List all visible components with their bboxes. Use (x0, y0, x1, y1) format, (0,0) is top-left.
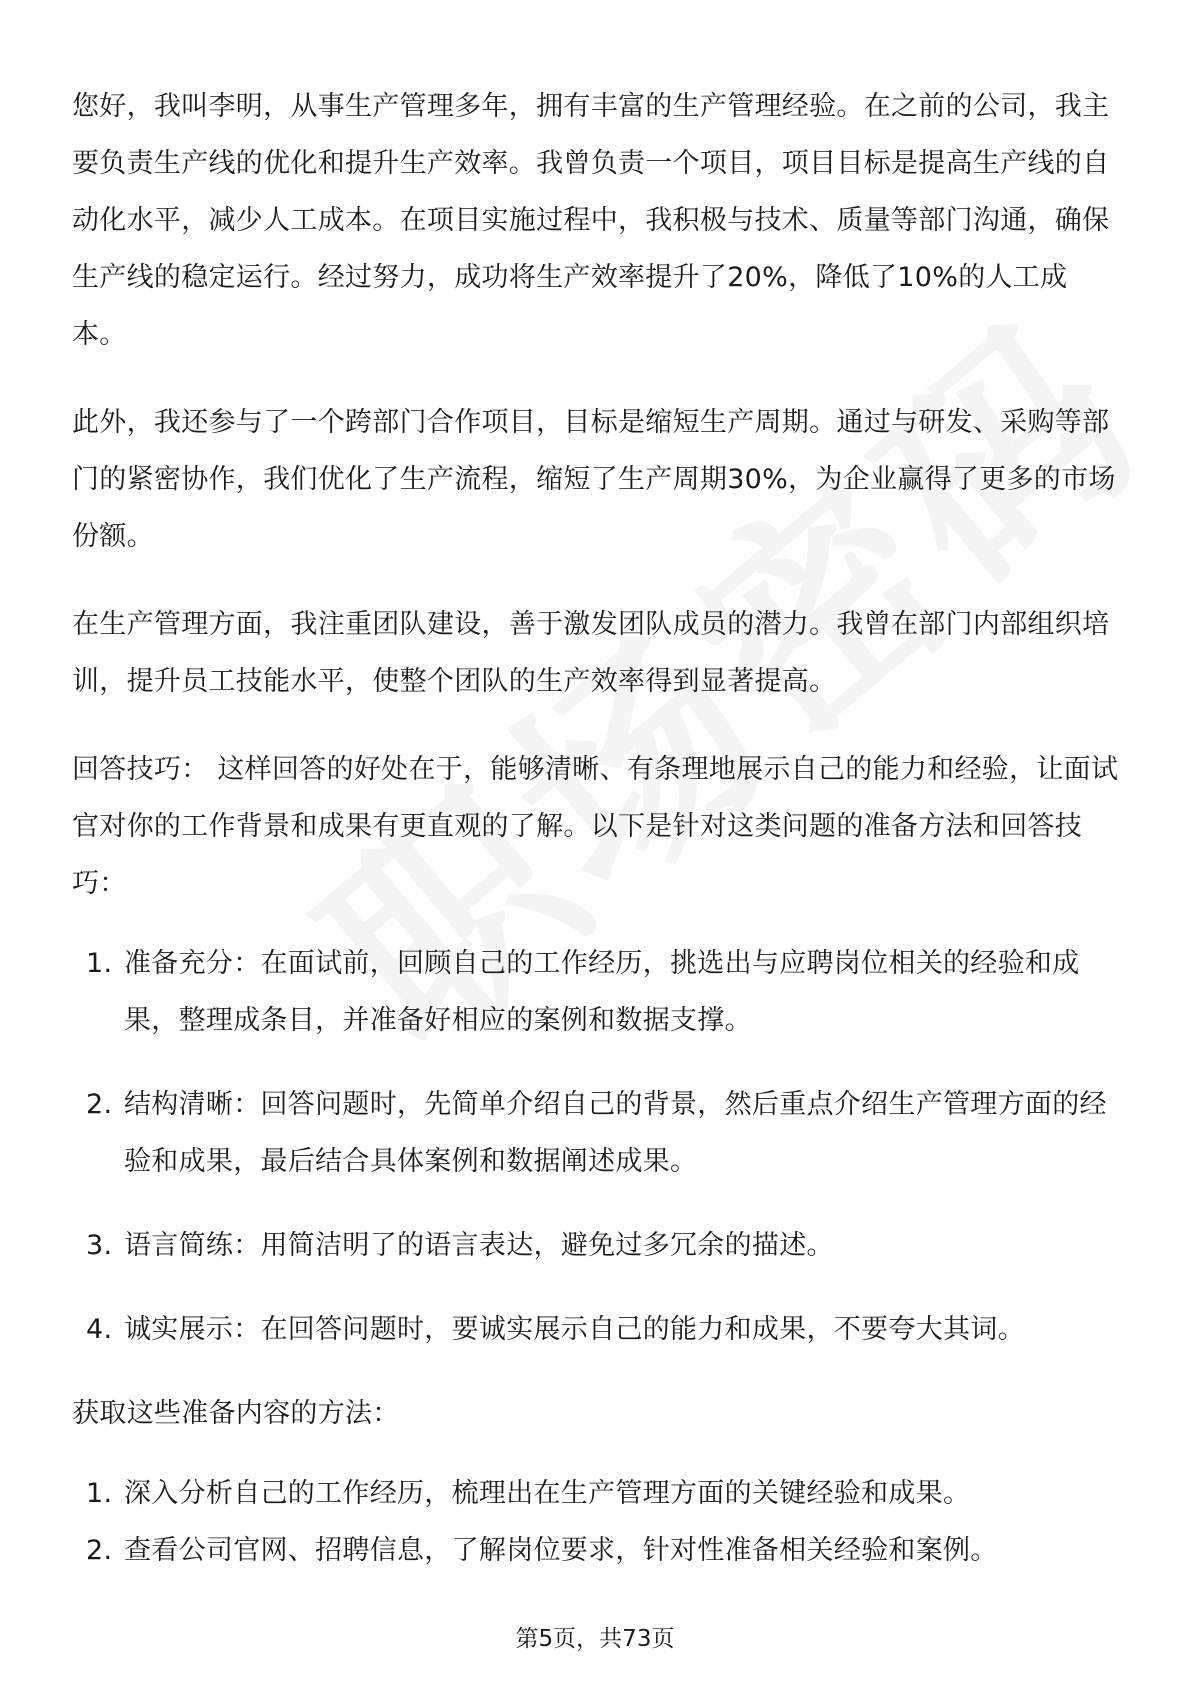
paragraph-tips-intro: 回答技巧： 这样回答的好处在于，能够清晰、有条理地展示自己的能力和经验，让面试官对你的工作背景和成果有更直观的了解。以下是针对这类问题的准备方法和回答技巧： (72, 754, 1119, 899)
list-item-text: 语言简练：用简洁明了的语言表达，避免过多冗余的描述。 (124, 1230, 834, 1261)
list-item (72, 1465, 1122, 1522)
methods-list (72, 1465, 1122, 1579)
list-item (72, 1522, 1122, 1579)
list-number: 3. (86, 1230, 113, 1261)
paragraph-intro: 您好，我叫李明，从事生产管理多年，拥有丰富的生产管理经验。在之前的公司，我主要负责生产线的优化和提升生产效率。我曾负责一个项目，项目目标是提高生产线的自动化水平，减少人工成本。在项目实施过程中，我积极与技术、质量等部门沟通，确保生产线的稳定运行。经过努力，成功将生产效率提升了20%，降低了10%的人工成本。 (72, 91, 1110, 350)
list-item (72, 1076, 1122, 1190)
paragraph-cross-dept: 此外，我还参与了一个跨部门合作项目，目标是缩短生产周期。通过与研发、采购等部门的紧密协作，我们优化了生产流程，缩短了生产周期30%，为企业赢得了更多的市场份额。 (72, 407, 1116, 552)
list-item-text: 结构清晰：回答问题时，先简单介绍自己的背景，然后重点介绍生产管理方面的经验和成果，最后结合具体案例和数据阐述成果。 (124, 1089, 1107, 1177)
list-item (72, 1217, 1122, 1274)
list-number: 2. (86, 1089, 113, 1120)
list-item-text: 准备充分：在面试前，回顾自己的工作经历，挑选出与应聘岗位相关的经验和成果，整理成条目，并准备好相应的案例和数据支撑。 (124, 948, 1080, 1036)
list-item (72, 935, 1122, 1049)
list-item-text: 深入分析自己的工作经历，梳理出在生产管理方面的关键经验和成果。 (124, 1478, 971, 1509)
tips-list (72, 935, 1122, 1358)
methods-heading: 获取这些准备内容的方法： (72, 1398, 400, 1429)
list-number: 2. (86, 1535, 113, 1566)
list-item (72, 1301, 1122, 1358)
paragraph-team: 在生产管理方面，我注重团队建设，善于激发团队成员的潜力。我曾在部门内部组织培训，提升员工技能水平，使整个团队的生产效率得到显著提高。 (72, 609, 1110, 697)
list-number: 1. (86, 1478, 113, 1509)
list-number: 1. (86, 948, 113, 979)
page-footer: 第5页，共73页 (515, 1626, 675, 1652)
list-item-text: 查看公司官网、招聘信息，了解岗位要求，针对性准备相关经验和案例。 (124, 1535, 998, 1566)
list-item-text: 诚实展示：在回答问题时，要诚实展示自己的能力和成果，不要夸大其词。 (124, 1314, 1025, 1345)
list-number: 4. (86, 1314, 113, 1345)
document-body (72, 78, 1122, 1606)
